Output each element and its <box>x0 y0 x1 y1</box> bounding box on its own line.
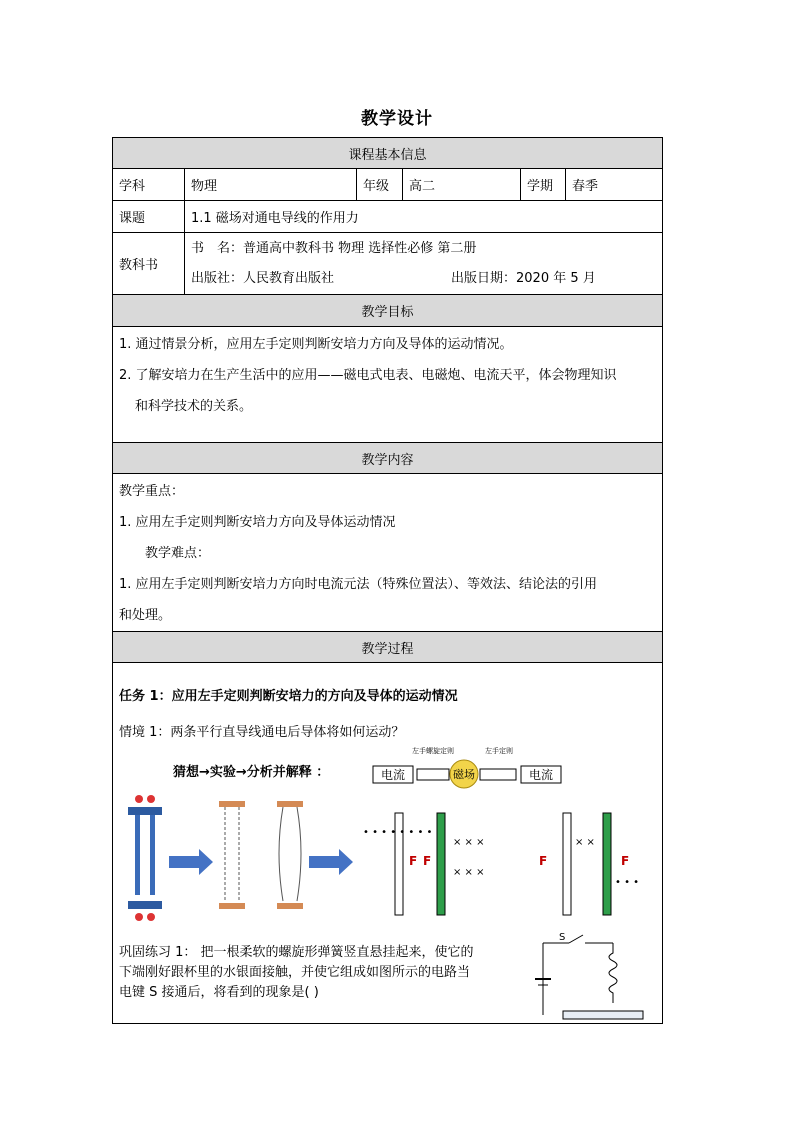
flow-arrow-right <box>480 769 516 780</box>
term-value: 春季 <box>566 169 663 201</box>
lesson-design-table <box>112 137 663 1024</box>
mercury-cup <box>563 1011 643 1019</box>
objective-item-2-cont: 和科学技术的关系。 <box>135 399 253 414</box>
repulsion-field-diagram <box>515 805 661 925</box>
arrow-right-icon <box>169 849 215 875</box>
sketch2-wire-l <box>279 807 283 901</box>
publisher: 出版社：人民教育出版社 <box>191 270 335 286</box>
process-cell <box>113 663 663 1024</box>
publish-date: 出版日期：2020 年 5 月 <box>451 270 596 286</box>
term-label: 学期 <box>521 169 566 201</box>
force-label-1: F <box>409 854 418 868</box>
force-label-2: F <box>423 854 432 868</box>
terminal-1 <box>135 795 143 803</box>
switch-blade <box>569 935 583 943</box>
section-header-process: 教学过程 <box>113 632 663 663</box>
sketch1-bottom <box>219 903 245 909</box>
bottom-clamp <box>128 901 162 909</box>
exercise-1-line-3: 电键 S 接通后，将看到的现象是( ) <box>119 985 319 1000</box>
section-header-objectives: 教学目标 <box>113 295 663 327</box>
wire-right <box>437 813 445 915</box>
rod-right <box>150 815 155 895</box>
wire-right-2 <box>603 813 611 915</box>
top-clamp <box>128 807 162 815</box>
field-crosses-3: × × <box>575 837 595 848</box>
attraction-field-diagram <box>353 805 513 925</box>
force-label-4: F <box>621 854 630 868</box>
textbook-label: 教科书 <box>113 233 185 295</box>
difficulty-1-cont: 和处理。 <box>119 608 172 623</box>
terminal-2 <box>147 795 155 803</box>
sketch2-wire-r <box>297 807 301 901</box>
field-crosses-2: × × × <box>453 867 485 878</box>
flow-left-text: 电流 <box>380 768 406 782</box>
terminal-3 <box>135 913 143 921</box>
objective-item-1: 1. 通过情景分析，应用左手定则判断安培力方向及导体的运动情况。 <box>119 337 513 352</box>
scenario-1: 情境 1：两条平行直导线通电后导体将如何运动？ <box>119 725 405 740</box>
grade-label: 年级 <box>357 169 403 201</box>
spring-coil <box>609 943 617 1003</box>
flow-arrow-left <box>417 769 449 780</box>
subject-value: 物理 <box>185 169 357 201</box>
topic-value: 1.1 磁场对通电导线的作用力 <box>185 201 663 233</box>
switch-label: S <box>559 932 566 943</box>
section-header-basic-info: 课程基本信息 <box>113 138 663 169</box>
sketch2-top <box>277 801 303 807</box>
section-header-content: 教学内容 <box>113 443 663 474</box>
rod-left <box>135 815 140 895</box>
document-title: 教学设计 <box>361 109 433 129</box>
objective-item-2: 2. 了解安培力在生产生活中的应用——磁电式电表、电磁炮、电流天平，体会物理知识 <box>119 368 617 383</box>
topic-label: 课题 <box>113 201 185 233</box>
task-1-title: 任务 1：应用左手定则判断安培力的方向及导体的运动情况 <box>119 689 458 704</box>
difficulty-1: 1. 应用左手定则判断安培力方向时电流元法（特殊位置法）、等效法、结论法的引用 <box>119 577 598 592</box>
flow-right-text: 电流 <box>528 768 554 782</box>
arrow-right-icon-2 <box>309 849 355 875</box>
key-points-label: 教学重点： <box>119 484 185 499</box>
sketch2-bottom <box>277 903 303 909</box>
wire-left-2 <box>563 813 571 915</box>
terminal-4 <box>147 913 155 921</box>
inquiry-steps: 猜想→实验→分析并解释 ： <box>173 765 330 780</box>
exercise-1-line-1: 巩固练习 1： 把一根柔软的螺旋形弹簧竖直悬挂起来，使它的 <box>119 945 474 960</box>
field-dots-2: • • • <box>615 877 640 888</box>
exercise-1-line-2: 下端刚好跟杯里的水银面接触，并使它组成如图所示的电路当 <box>119 965 471 980</box>
sketch1-top <box>219 801 245 807</box>
difficulty-label: 教学难点： <box>145 546 211 561</box>
subject-label: 学科 <box>113 169 185 201</box>
force-label-3: F <box>539 854 548 868</box>
current-field-flow-diagram <box>371 745 571 789</box>
flow-mid-text: 磁场 <box>453 768 475 781</box>
field-dots: • • • • • • • • <box>363 827 433 838</box>
field-crosses: × × × <box>453 837 485 848</box>
flow-label-right: 左手定则 <box>485 747 513 755</box>
book-name: 书 名：普通高中教科书 物理 选择性必修 第二册 <box>191 240 477 256</box>
grade-value: 高二 <box>403 169 521 201</box>
key-point-1: 1. 应用左手定则判断安培力方向及导体运动情况 <box>119 515 396 530</box>
spring-circuit-diagram <box>523 927 653 1022</box>
flow-label-left: 左手螺旋定则 <box>412 747 454 755</box>
